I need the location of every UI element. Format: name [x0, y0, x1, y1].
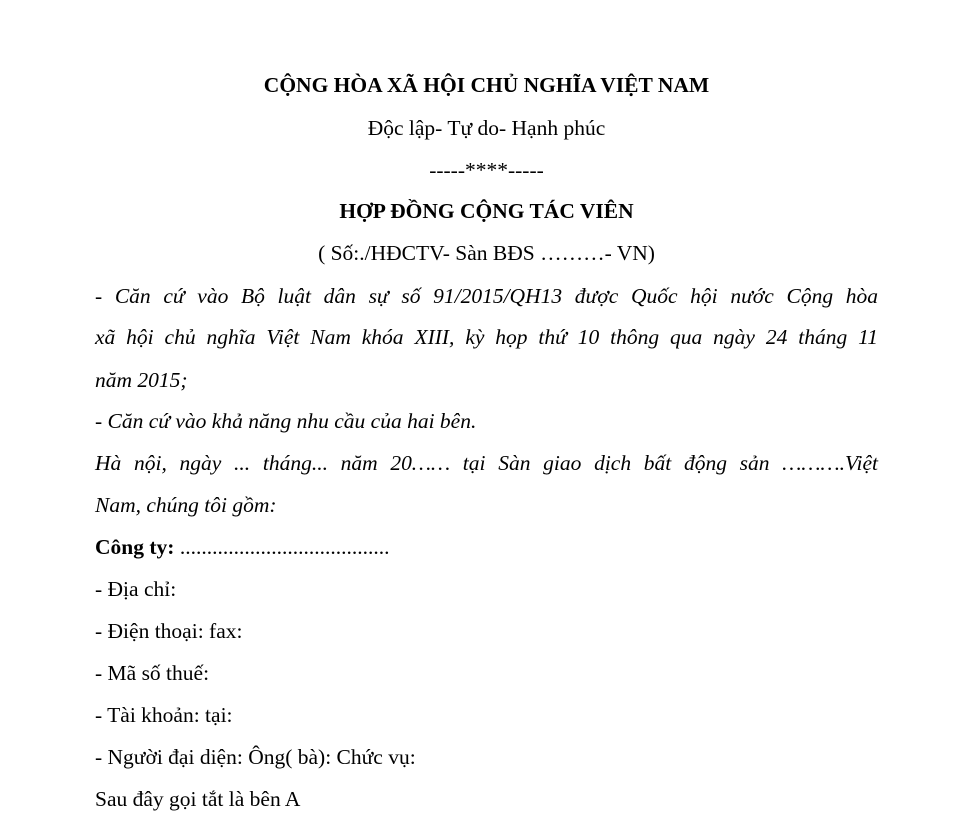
- phone-fax-line: - Điện thoại: fax:: [95, 619, 243, 643]
- place-date-line-2: Nam, chúng tôi gồm:: [95, 493, 277, 517]
- representative-line: - Người đại diện: Ông( bà): Chức vụ:: [95, 745, 416, 769]
- company-line: [95, 533, 878, 561]
- legal-basis-1-line-2: xã hội chủ nghĩa Việt Nam khóa XIII, kỳ họp thứ 10 thông qua ngày 24 tháng 11: [95, 325, 878, 349]
- contract-title: HỢP ĐỒNG CỘNG TÁC VIÊN: [339, 199, 634, 223]
- country-heading: CỘNG HÒA XÃ HỘI CHỦ NGHĨA VIỆT NAM: [263, 73, 710, 97]
- separator: -----****-----: [429, 158, 544, 182]
- contract-number: ( Số:./HĐCTV- Sàn BĐS ………- VN): [318, 241, 655, 265]
- legal-basis-1-line-3: năm 2015;: [95, 368, 188, 392]
- place-date-line-1: Hà nội, ngày ... tháng... năm 20…… tại Sàn giao dịch bất động sản ……….Việt: [95, 451, 878, 475]
- company-value: .......................................: [174, 535, 390, 559]
- tax-code-line: - Mã số thuế:: [95, 661, 210, 685]
- address-line: - Địa chỉ:: [95, 577, 177, 601]
- account-line: - Tài khoản: tại:: [95, 703, 233, 727]
- motto: Độc lập- Tự do- Hạnh phúc: [367, 116, 606, 140]
- legal-basis-1-line-1: - Căn cứ vào Bộ luật dân sự số 91/2015/QH13 được Quốc hội nước Cộng hòa: [95, 284, 878, 308]
- company-label: Công ty:: [95, 535, 175, 559]
- party-a-note: Sau đây gọi tắt là bên A: [95, 787, 301, 811]
- legal-basis-2: - Căn cứ vào khả năng nhu cầu của hai bên.: [95, 409, 477, 433]
